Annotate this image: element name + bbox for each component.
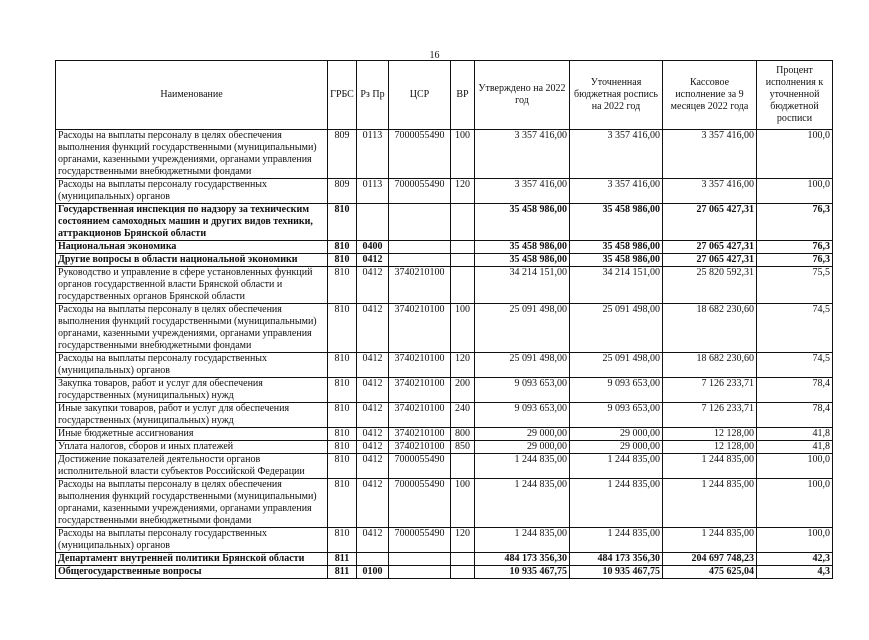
cell-vr: 200: [451, 378, 475, 403]
cell-cash: 1 244 835,00: [663, 454, 757, 479]
cell-cash: 27 065 427,31: [663, 204, 757, 241]
cell-name: Государственная инспекция по надзору за техническим состоянием самоходных машин и других видов техники, аттракционов Брянской области: [56, 204, 328, 241]
table-row: [56, 267, 833, 304]
cell-vr: 100: [451, 479, 475, 528]
cell-percent: 41,8: [757, 441, 833, 454]
budget-table: [55, 60, 833, 579]
cell-csr: 3740210100: [389, 353, 451, 378]
cell-percent: 76,3: [757, 241, 833, 254]
table-row: [56, 254, 833, 267]
cell-grbs: 810: [328, 204, 357, 241]
cell-approved: 3 357 416,00: [475, 179, 570, 204]
cell-grbs: 810: [328, 353, 357, 378]
table-row: [56, 553, 833, 566]
cell-refined: 10 935 467,75: [570, 566, 663, 579]
cell-csr: [389, 553, 451, 566]
cell-grbs: 810: [328, 441, 357, 454]
cell-cash: 25 820 592,31: [663, 267, 757, 304]
table-row: [56, 304, 833, 353]
cell-vr: 100: [451, 130, 475, 179]
cell-cash: 7 126 233,71: [663, 378, 757, 403]
cell-cash: 18 682 230,60: [663, 304, 757, 353]
cell-rzpr: 0412: [357, 378, 389, 403]
table-row: [56, 378, 833, 403]
cell-name: Расходы на выплаты персоналу государственных (муниципальных) органов: [56, 179, 328, 204]
cell-cash: 18 682 230,60: [663, 353, 757, 378]
cell-percent: 75,5: [757, 267, 833, 304]
cell-name: Достижение показателей деятельности органов исполнительной власти субъектов Российской Федерации: [56, 454, 328, 479]
cell-vr: [451, 566, 475, 579]
cell-name: Закупка товаров, работ и услуг для обеспечения государственных (муниципальных) нужд: [56, 378, 328, 403]
cell-name: Руководство и управление в сфере установленных функций органов государственной власти Брянской области и государственных органов Брянской области: [56, 267, 328, 304]
cell-name: Иные бюджетные ассигнования: [56, 428, 328, 441]
cell-grbs: 809: [328, 179, 357, 204]
cell-rzpr: 0412: [357, 267, 389, 304]
cell-cash: 204 697 748,23: [663, 553, 757, 566]
cell-rzpr: 0412: [357, 304, 389, 353]
cell-grbs: 810: [328, 304, 357, 353]
cell-percent: 100,0: [757, 528, 833, 553]
cell-grbs: 810: [328, 479, 357, 528]
cell-percent: 100,0: [757, 130, 833, 179]
table-row: [56, 204, 833, 241]
cell-refined: 35 458 986,00: [570, 204, 663, 241]
cell-csr: [389, 254, 451, 267]
cell-percent: 42,3: [757, 553, 833, 566]
table-row: [56, 528, 833, 553]
cell-approved: 34 214 151,00: [475, 267, 570, 304]
cell-refined: 1 244 835,00: [570, 454, 663, 479]
cell-approved: 25 091 498,00: [475, 304, 570, 353]
cell-vr: [451, 204, 475, 241]
table-row: [56, 241, 833, 254]
cell-approved: 35 458 986,00: [475, 204, 570, 241]
cell-vr: [451, 454, 475, 479]
cell-refined: 25 091 498,00: [570, 353, 663, 378]
cell-refined: 9 093 653,00: [570, 403, 663, 428]
cell-rzpr: 0412: [357, 403, 389, 428]
cell-name: Расходы на выплаты персоналу в целях обеспечения выполнения функций государственными (муниципальными) органами, казенными учреждениями, органами управления государственными внебюджетными фондами: [56, 479, 328, 528]
cell-grbs: 810: [328, 403, 357, 428]
cell-rzpr: 0412: [357, 479, 389, 528]
cell-vr: [451, 254, 475, 267]
cell-rzpr: 0412: [357, 441, 389, 454]
cell-percent: 74,5: [757, 304, 833, 353]
cell-refined: 29 000,00: [570, 428, 663, 441]
cell-rzpr: [357, 204, 389, 241]
cell-approved: 1 244 835,00: [475, 479, 570, 528]
cell-rzpr: 0400: [357, 241, 389, 254]
cell-refined: 35 458 986,00: [570, 241, 663, 254]
table-header-row: [56, 61, 833, 130]
cell-refined: 3 357 416,00: [570, 130, 663, 179]
cell-vr: 240: [451, 403, 475, 428]
cell-percent: 100,0: [757, 179, 833, 204]
cell-vr: 100: [451, 304, 475, 353]
cell-refined: 1 244 835,00: [570, 528, 663, 553]
cell-csr: 7000055490: [389, 528, 451, 553]
cell-rzpr: 0100: [357, 566, 389, 579]
cell-rzpr: [357, 553, 389, 566]
cell-grbs: 810: [328, 378, 357, 403]
cell-approved: 484 173 356,30: [475, 553, 570, 566]
cell-grbs: 810: [328, 528, 357, 553]
cell-cash: 7 126 233,71: [663, 403, 757, 428]
cell-cash: 27 065 427,31: [663, 241, 757, 254]
cell-cash: 3 357 416,00: [663, 179, 757, 204]
table-row: [56, 353, 833, 378]
cell-percent: 78,4: [757, 378, 833, 403]
table-row: [56, 566, 833, 579]
cell-percent: 4,3: [757, 566, 833, 579]
cell-refined: 3 357 416,00: [570, 179, 663, 204]
cell-vr: 120: [451, 528, 475, 553]
cell-approved: 10 935 467,75: [475, 566, 570, 579]
cell-csr: 3740210100: [389, 267, 451, 304]
cell-grbs: 810: [328, 254, 357, 267]
cell-vr: [451, 267, 475, 304]
cell-percent: 100,0: [757, 479, 833, 528]
table-row: [56, 428, 833, 441]
cell-vr: 850: [451, 441, 475, 454]
cell-csr: 7000055490: [389, 479, 451, 528]
cell-csr: 3740210100: [389, 441, 451, 454]
cell-percent: 41,8: [757, 428, 833, 441]
cell-cash: 475 625,04: [663, 566, 757, 579]
cell-rzpr: 0412: [357, 528, 389, 553]
cell-grbs: 811: [328, 553, 357, 566]
cell-refined: 35 458 986,00: [570, 254, 663, 267]
cell-vr: 800: [451, 428, 475, 441]
cell-csr: 7000055490: [389, 454, 451, 479]
table-row: [56, 403, 833, 428]
cell-rzpr: 0113: [357, 179, 389, 204]
cell-percent: 100,0: [757, 454, 833, 479]
cell-approved: 29 000,00: [475, 441, 570, 454]
cell-approved: 25 091 498,00: [475, 353, 570, 378]
cell-name: Общегосударственные вопросы: [56, 566, 328, 579]
cell-csr: 3740210100: [389, 428, 451, 441]
col-header-grbs: ГРБС: [328, 61, 357, 130]
cell-rzpr: 0113: [357, 130, 389, 179]
cell-percent: 74,5: [757, 353, 833, 378]
cell-grbs: 810: [328, 267, 357, 304]
cell-name: Национальная экономика: [56, 241, 328, 254]
table-row: [56, 179, 833, 204]
cell-approved: 35 458 986,00: [475, 241, 570, 254]
cell-approved: 9 093 653,00: [475, 403, 570, 428]
cell-percent: 78,4: [757, 403, 833, 428]
cell-name: Уплата налогов, сборов и иных платежей: [56, 441, 328, 454]
cell-csr: 3740210100: [389, 378, 451, 403]
cell-rzpr: 0412: [357, 428, 389, 441]
cell-grbs: 809: [328, 130, 357, 179]
cell-percent: 76,3: [757, 254, 833, 267]
cell-name: Расходы на выплаты персоналу государственных (муниципальных) органов: [56, 528, 328, 553]
cell-name: Расходы на выплаты персоналу государственных (муниципальных) органов: [56, 353, 328, 378]
cell-refined: 1 244 835,00: [570, 479, 663, 528]
cell-approved: 1 244 835,00: [475, 454, 570, 479]
col-header-name: Наименование: [56, 61, 328, 130]
cell-refined: 9 093 653,00: [570, 378, 663, 403]
cell-vr: 120: [451, 353, 475, 378]
cell-refined: 25 091 498,00: [570, 304, 663, 353]
table-row: [56, 454, 833, 479]
col-header-percent: Процент исполнения к уточненной бюджетной росписи: [757, 61, 833, 130]
cell-csr: [389, 241, 451, 254]
cell-grbs: 810: [328, 428, 357, 441]
cell-vr: [451, 553, 475, 566]
page-number: 16: [429, 50, 440, 61]
cell-rzpr: 0412: [357, 254, 389, 267]
cell-csr: [389, 204, 451, 241]
cell-refined: 29 000,00: [570, 441, 663, 454]
cell-refined: 34 214 151,00: [570, 267, 663, 304]
col-header-approved: Утверждено на 2022 год: [475, 61, 570, 130]
cell-refined: 484 173 356,30: [570, 553, 663, 566]
cell-csr: 3740210100: [389, 304, 451, 353]
cell-cash: 3 357 416,00: [663, 130, 757, 179]
cell-grbs: 810: [328, 241, 357, 254]
cell-rzpr: 0412: [357, 454, 389, 479]
cell-name: Департамент внутренней политики Брянской области: [56, 553, 328, 566]
cell-approved: 9 093 653,00: [475, 378, 570, 403]
col-header-vr: ВР: [451, 61, 475, 130]
cell-name: Расходы на выплаты персоналу в целях обеспечения выполнения функций государственными (муниципальными) органами, казенными учреждениями, органами управления государственными внебюджетными фондами: [56, 304, 328, 353]
cell-name: Расходы на выплаты персоналу в целях обеспечения выполнения функций государственными (муниципальными) органами, казенными учреждениями, органами управления государственными внебюджетными фондами: [56, 130, 328, 179]
cell-approved: 1 244 835,00: [475, 528, 570, 553]
cell-csr: 7000055490: [389, 179, 451, 204]
cell-vr: 120: [451, 179, 475, 204]
col-header-csr: ЦСР: [389, 61, 451, 130]
cell-approved: 29 000,00: [475, 428, 570, 441]
cell-name: Другие вопросы в области национальной экономики: [56, 254, 328, 267]
col-header-cash: Кассовое исполнение за 9 месяцев 2022 года: [663, 61, 757, 130]
cell-grbs: 810: [328, 454, 357, 479]
cell-approved: 35 458 986,00: [475, 254, 570, 267]
cell-approved: 3 357 416,00: [475, 130, 570, 179]
cell-csr: 7000055490: [389, 130, 451, 179]
col-header-refined: Уточненная бюджетная роспись на 2022 год: [570, 61, 663, 130]
cell-csr: [389, 566, 451, 579]
cell-grbs: 811: [328, 566, 357, 579]
table-row: [56, 441, 833, 454]
table-row: [56, 479, 833, 528]
cell-name: Иные закупки товаров, работ и услуг для обеспечения государственных (муниципальных) нужд: [56, 403, 328, 428]
cell-percent: 76,3: [757, 204, 833, 241]
col-header-rzpr: Рз Пр: [357, 61, 389, 130]
cell-cash: 1 244 835,00: [663, 528, 757, 553]
cell-csr: 3740210100: [389, 403, 451, 428]
cell-cash: 12 128,00: [663, 428, 757, 441]
cell-cash: 1 244 835,00: [663, 479, 757, 528]
cell-rzpr: 0412: [357, 353, 389, 378]
cell-vr: [451, 241, 475, 254]
cell-cash: 12 128,00: [663, 441, 757, 454]
table-row: [56, 130, 833, 179]
cell-cash: 27 065 427,31: [663, 254, 757, 267]
